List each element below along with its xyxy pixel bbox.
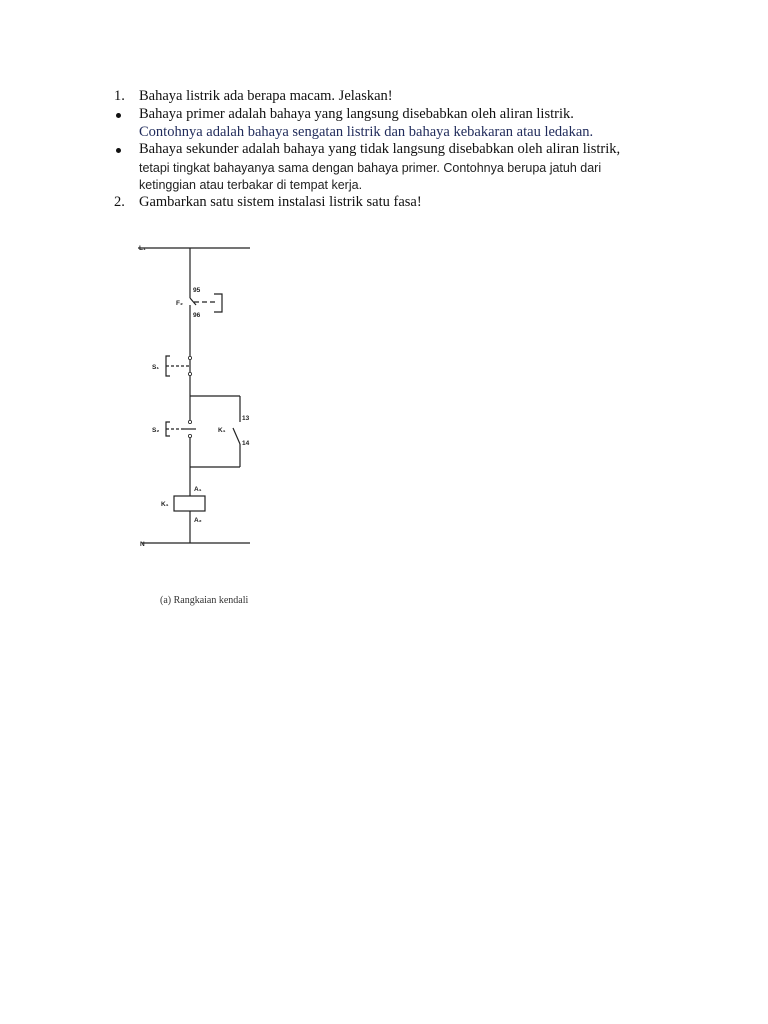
k1-coil [174,496,205,511]
primary-hazard-line2 [139,124,593,141]
primary-example-lead: Contohnya adalah [139,124,248,140]
bullet-icon [116,113,121,118]
label-14: 14 [242,440,250,447]
label-f2: F₂ [176,300,183,307]
question-2: Gambarkan satu sistem instalasi listrik satu fasa! [139,194,422,210]
label-a1: A₁ [194,486,202,493]
secondary-hazard-line3: ketinggian atau terbakar di tempat kerja. [139,178,363,192]
label-s2: S₂ [152,427,160,434]
label-n: N [140,541,145,548]
primary-hazard-line1: Bahaya primer adalah bahaya yang langsung disebabkan oleh aliran listrik. [139,106,574,122]
label-95: 95 [193,287,201,294]
label-k1-coil: K₁ [161,501,169,508]
label-k1-contact: K₁ [218,427,226,434]
secondary-hazard-line2 [139,160,601,177]
control-circuit-diagram [130,236,290,616]
bullet-icon [116,148,121,153]
diagram-caption: (a) Rangkaian kendali [160,595,249,606]
label-l1: L₁ [139,245,146,252]
question-1: Bahaya listrik ada berapa macam. Jelaskan! [139,88,393,104]
secondary-hazard-line2-a: tetapi tingkat bahayanya sama dengan bahaya primer. [139,161,444,175]
label-13: 13 [242,415,250,422]
primary-example-text: bahaya sengatan listrik dan bahaya kebakaran atau ledakan. [247,124,594,140]
label-s1: S₁ [152,364,160,371]
label-a2: A₂ [194,517,202,524]
list-number-2: 2. [114,194,125,210]
k1-contact [233,428,240,444]
overload-element [214,294,222,312]
list-number-1: 1. [114,88,125,104]
label-96: 96 [193,312,201,319]
secondary-hazard-line1: Bahaya sekunder adalah bahaya yang tidak langsung disebabkan oleh aliran listrik, [139,141,621,157]
secondary-hazard-line2-b: Contohnya berupa jatuh dari [443,161,602,175]
